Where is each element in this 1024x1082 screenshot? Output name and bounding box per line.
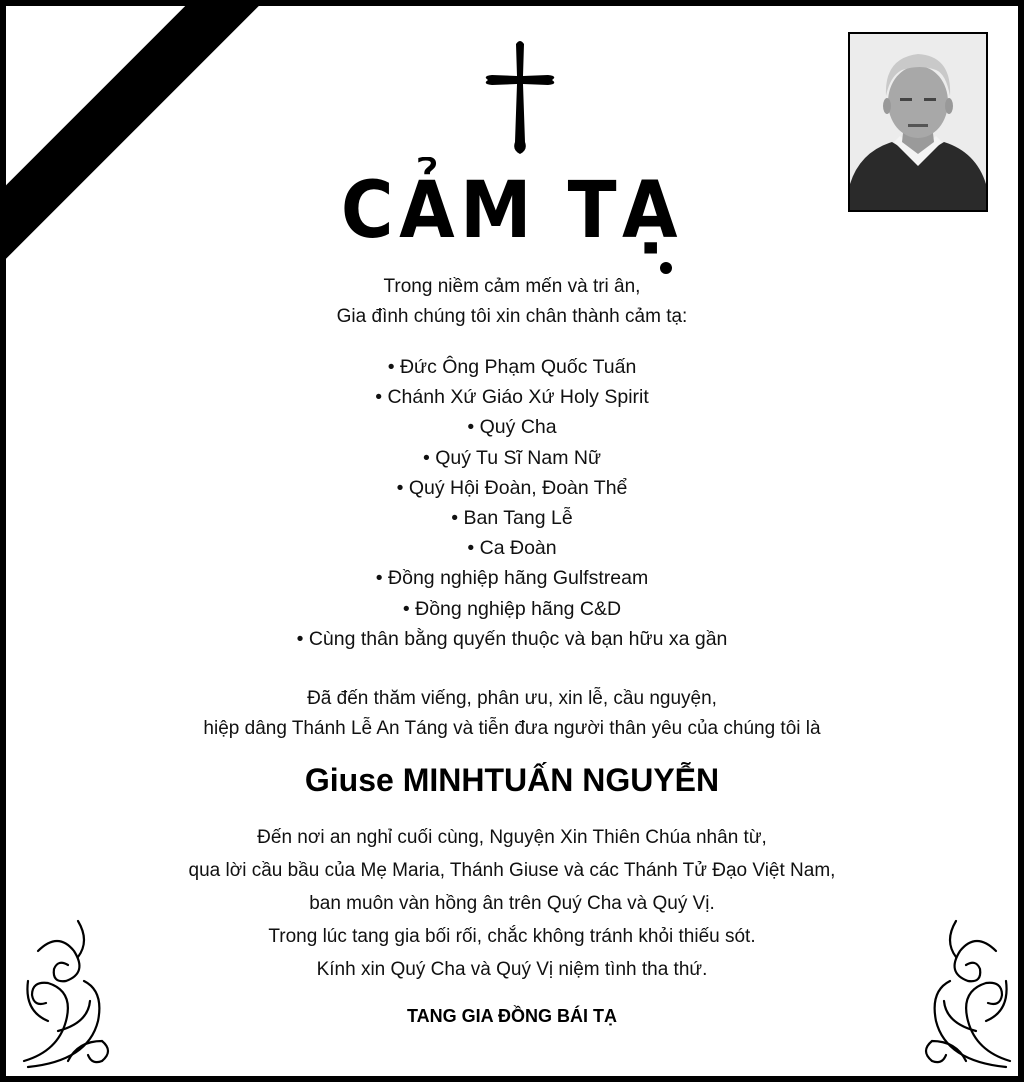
intro-line: Trong niềm cảm mến và tri ân, (383, 276, 641, 297)
visit-line: hiệp dâng Thánh Lễ An Táng và tiễn đưa người thân yêu của chúng tôi là (203, 718, 821, 739)
thanks-list (6, 352, 1018, 654)
list-item: • Quý Cha (6, 412, 1018, 442)
list-item: • Đức Ông Phạm Quốc Tuấn (6, 352, 1018, 382)
cross-icon (482, 38, 558, 154)
list-item: • Chánh Xứ Giáo Xứ Holy Spirit (6, 382, 1018, 412)
closing-line: qua lời cầu bầu của Mẹ Maria, Thánh Giuse và các Thánh Tử Đạo Việt Nam, (188, 860, 836, 881)
visit-line: Đã đến thăm viếng, phân ưu, xin lễ, cầu nguyện, (307, 688, 717, 709)
intro-line: Gia đình chúng tôi xin chân thành cảm tạ: (336, 306, 688, 327)
list-item: • Đồng nghiệp hãng Gulfstream (6, 563, 1018, 593)
closing-line: Kính xin Quý Cha và Quý Vị niệm tình tha thứ. (316, 959, 708, 980)
signature-text: TANG GIA ĐỒNG BÁI TẠ (407, 1006, 617, 1026)
floral-flourish-icon (916, 911, 1016, 1071)
list-item: • Đồng nghiệp hãng C&D (6, 594, 1018, 624)
list-item: • Ban Tang Lễ (6, 503, 1018, 533)
list-item: • Quý Tu Sĩ Nam Nữ (6, 443, 1018, 473)
deceased-name: Giuse MINHTUẤN NGUYỄN (304, 762, 720, 798)
list-item: • Quý Hội Đoàn, Đoàn Thể (6, 473, 1018, 503)
floral-flourish-icon (18, 911, 118, 1071)
closing-text (6, 821, 1018, 986)
visit-text (6, 684, 1018, 744)
intro-text (6, 272, 1018, 332)
closing-line: Đến nơi an nghỉ cuối cùng, Nguyện Xin Thiên Chúa nhân từ, (257, 827, 767, 848)
closing-line: ban muôn vàn hồng ân trên Quý Cha và Quý Vị. (309, 893, 715, 914)
closing-line: Trong lúc tang gia bối rối, chắc không tránh khỏi thiếu sót. (268, 926, 756, 947)
list-item: • Cùng thân bằng quyến thuộc và bạn hữu xa gần (6, 624, 1018, 654)
page-title: CẢM TẠ (340, 166, 684, 256)
list-item: • Ca Đoàn (6, 533, 1018, 563)
